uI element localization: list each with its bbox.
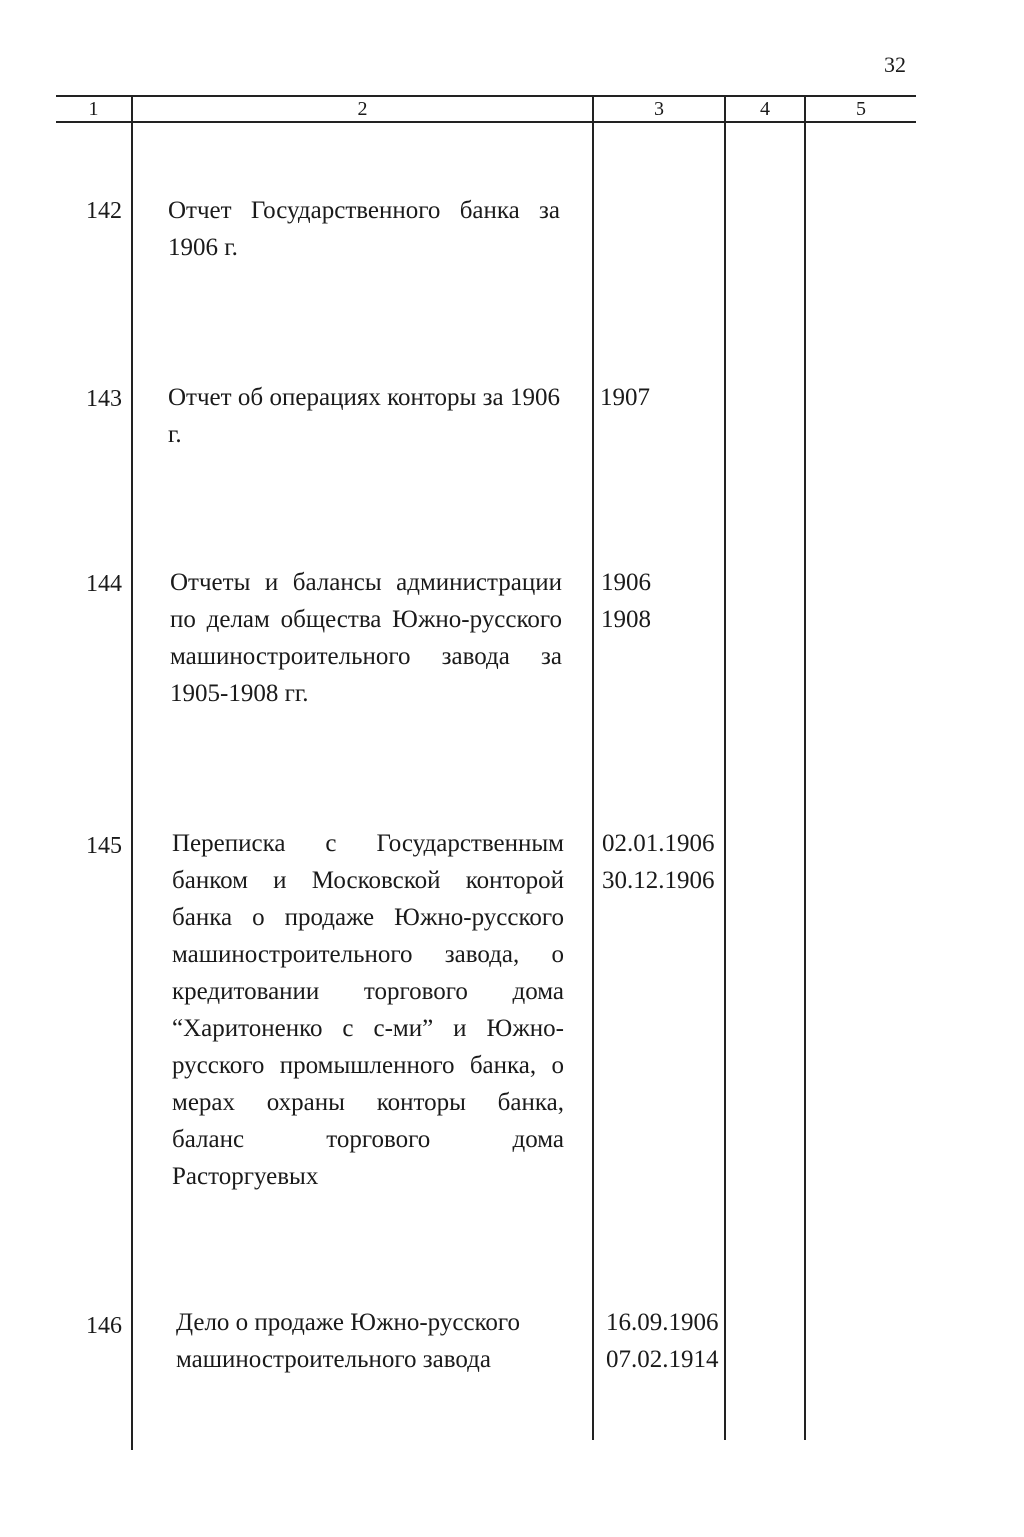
row-number: 144 — [86, 571, 122, 597]
column-divider-3 — [724, 95, 726, 1440]
date-start: 16.09.1906 — [606, 1309, 719, 1336]
header-col-5: 5 — [856, 98, 866, 120]
header-col-1: 1 — [88, 98, 99, 120]
date-end: 30.12.1906 — [602, 867, 715, 894]
row-dates — [602, 825, 715, 899]
date-end: 1908 — [601, 606, 651, 633]
row-description: Отчет Государственного банка за 1906 г. — [168, 197, 560, 261]
date-start: 1907 — [600, 384, 650, 411]
header-col-3: 3 — [654, 98, 664, 120]
column-divider-1 — [131, 95, 133, 1450]
row-number: 143 — [86, 386, 122, 412]
row-description: Отчет об операциях конторы за 1906 г. — [168, 384, 560, 448]
row-dates — [601, 564, 651, 638]
header-col-2: 2 — [357, 98, 368, 120]
row-number: 145 — [86, 833, 122, 859]
date-end: 07.02.1914 — [606, 1346, 719, 1373]
table-header-rule — [56, 121, 916, 123]
column-divider-2 — [592, 95, 594, 1440]
page-number: 32 — [884, 52, 906, 77]
row-dates — [600, 379, 650, 416]
row-number: 146 — [86, 1313, 122, 1339]
header-col-4: 4 — [760, 98, 770, 120]
row-description: Отчеты и балансы администрации по делам общества Южно-русского машиностроительного завода за 1905-1908 гг. — [170, 569, 562, 707]
column-divider-4 — [804, 95, 806, 1440]
table-top-rule — [56, 95, 916, 97]
row-description: Дело о продаже Южно-русского машиностроительного завода — [176, 1309, 521, 1373]
date-start: 02.01.1906 — [602, 830, 715, 857]
row-description: Переписка с Государственным банком и Московской конторой банка о продаже Южно-русского машиностроительного завода, о кредитовании торгового дома “Харитоненко с с-ми” и Южно-русского промышленного банка, о мерах охраны конторы банка, баланс торгового дома Расторгуевых — [172, 830, 564, 1190]
row-number: 142 — [86, 198, 122, 224]
row-dates — [606, 1304, 719, 1378]
date-start: 1906 — [601, 569, 651, 596]
